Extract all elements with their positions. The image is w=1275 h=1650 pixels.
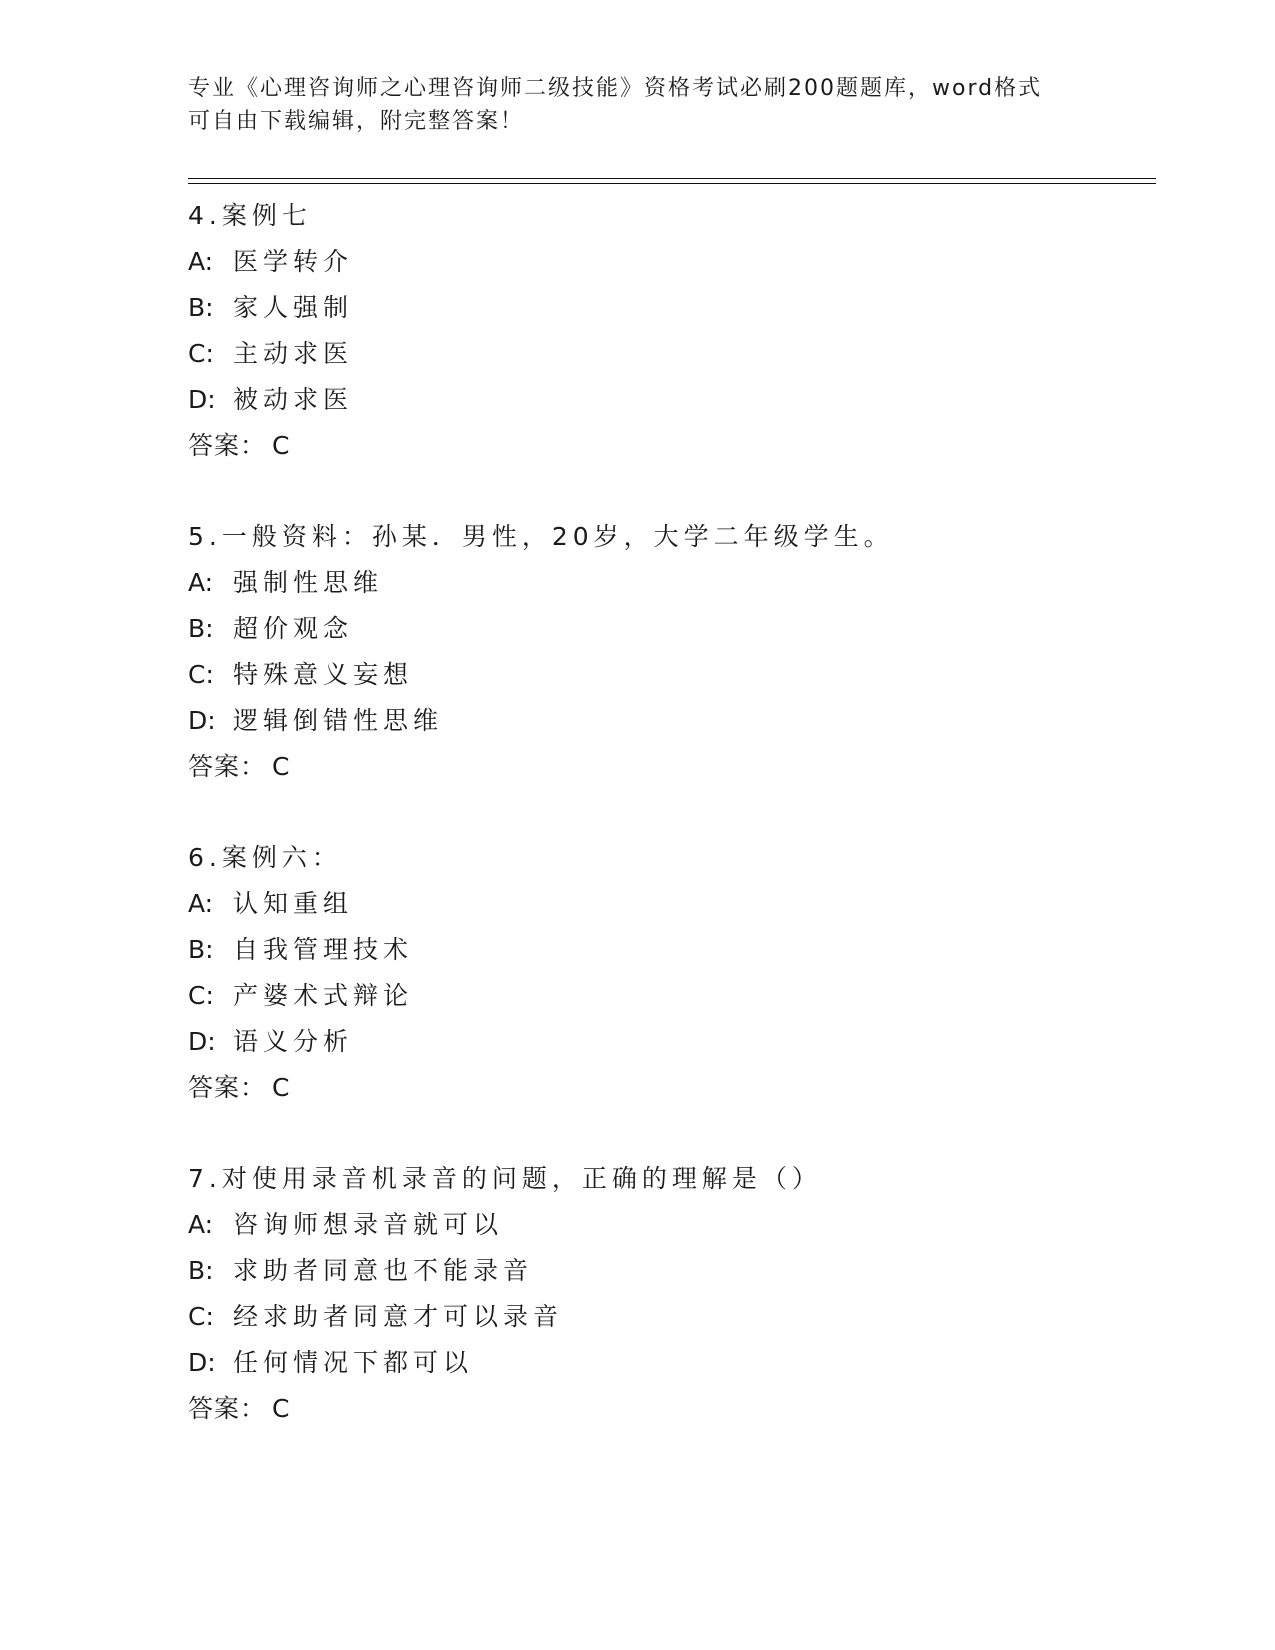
option-letter: D: [188, 385, 216, 414]
answer-label: 答案： [188, 1394, 267, 1423]
option-d [188, 377, 1148, 423]
answer-line [188, 423, 1148, 469]
option-text: 自我管理技术 [233, 935, 414, 964]
question-stem: 5.一般资料：孙某．男性，20岁，大学二年级学生。 [188, 522, 894, 551]
option-d [188, 1019, 1148, 1065]
option-letter: A: [188, 247, 214, 276]
document-header [188, 72, 1088, 138]
option-b [188, 927, 1148, 973]
option-text: 咨询师想录音就可以 [233, 1210, 504, 1239]
option-letter: C: [188, 660, 214, 689]
answer-value: C [272, 752, 291, 781]
option-letter: D: [188, 1027, 216, 1056]
option-b [188, 606, 1148, 652]
option-text: 被动求医 [233, 385, 354, 414]
option-letter: A: [188, 1210, 214, 1239]
answer-value: C [272, 1073, 291, 1102]
option-text: 强制性思维 [233, 568, 384, 597]
option-d [188, 1340, 1148, 1386]
question-stem: 6.案例六： [188, 843, 342, 872]
option-letter: D: [188, 706, 216, 735]
answer-value: C [272, 431, 291, 460]
option-text: 经求助者同意才可以录音 [233, 1302, 564, 1331]
option-letter: A: [188, 568, 214, 597]
option-letter: D: [188, 1348, 216, 1377]
option-a [188, 881, 1148, 927]
answer-line [188, 744, 1148, 790]
option-a [188, 560, 1148, 606]
header-line-1: 专业《心理咨询师之心理咨询师二级技能》资格考试必刷200题题库，word格式 [188, 76, 1043, 101]
option-text: 逻辑倒错性思维 [233, 706, 444, 735]
option-text: 求助者同意也不能录音 [233, 1256, 534, 1285]
header-line-2: 可自由下载编辑，附完整答案！ [188, 109, 525, 134]
option-letter: C: [188, 981, 214, 1010]
option-text: 特殊意义妄想 [233, 660, 414, 689]
question-stem: 4.案例七 [188, 201, 312, 230]
option-letter: C: [188, 339, 214, 368]
option-text: 语义分析 [233, 1027, 354, 1056]
answer-line [188, 1386, 1148, 1432]
question-5 [188, 514, 1148, 790]
option-text: 超价观念 [233, 614, 354, 643]
question-6 [188, 835, 1148, 1111]
option-c [188, 652, 1148, 698]
option-letter: B: [188, 293, 214, 322]
option-letter: A: [188, 889, 214, 918]
answer-line [188, 1065, 1148, 1111]
option-text: 产婆术式辩论 [233, 981, 414, 1010]
option-text: 认知重组 [233, 889, 354, 918]
question-4 [188, 193, 1148, 469]
question-7 [188, 1156, 1148, 1432]
answer-label: 答案： [188, 431, 267, 460]
option-letter: B: [188, 1256, 214, 1285]
option-text: 家人强制 [233, 293, 354, 322]
option-a [188, 1202, 1148, 1248]
answer-label: 答案： [188, 752, 267, 781]
option-letter: B: [188, 935, 214, 964]
answer-value: C [272, 1394, 291, 1423]
header-divider-bottom [188, 183, 1156, 184]
option-d [188, 698, 1148, 744]
option-c [188, 331, 1148, 377]
option-a [188, 239, 1148, 285]
option-b [188, 1248, 1148, 1294]
option-c [188, 1294, 1148, 1340]
option-c [188, 973, 1148, 1019]
question-stem: 7.对使用录音机录音的问题，正确的理解是（） [188, 1164, 822, 1193]
option-text: 主动求医 [233, 339, 354, 368]
answer-label: 答案： [188, 1073, 267, 1102]
option-letter: B: [188, 614, 214, 643]
option-text: 医学转介 [233, 247, 354, 276]
header-divider-top [188, 178, 1156, 179]
option-text: 任何情况下都可以 [233, 1348, 474, 1377]
option-letter: C: [188, 1302, 214, 1331]
option-b [188, 285, 1148, 331]
